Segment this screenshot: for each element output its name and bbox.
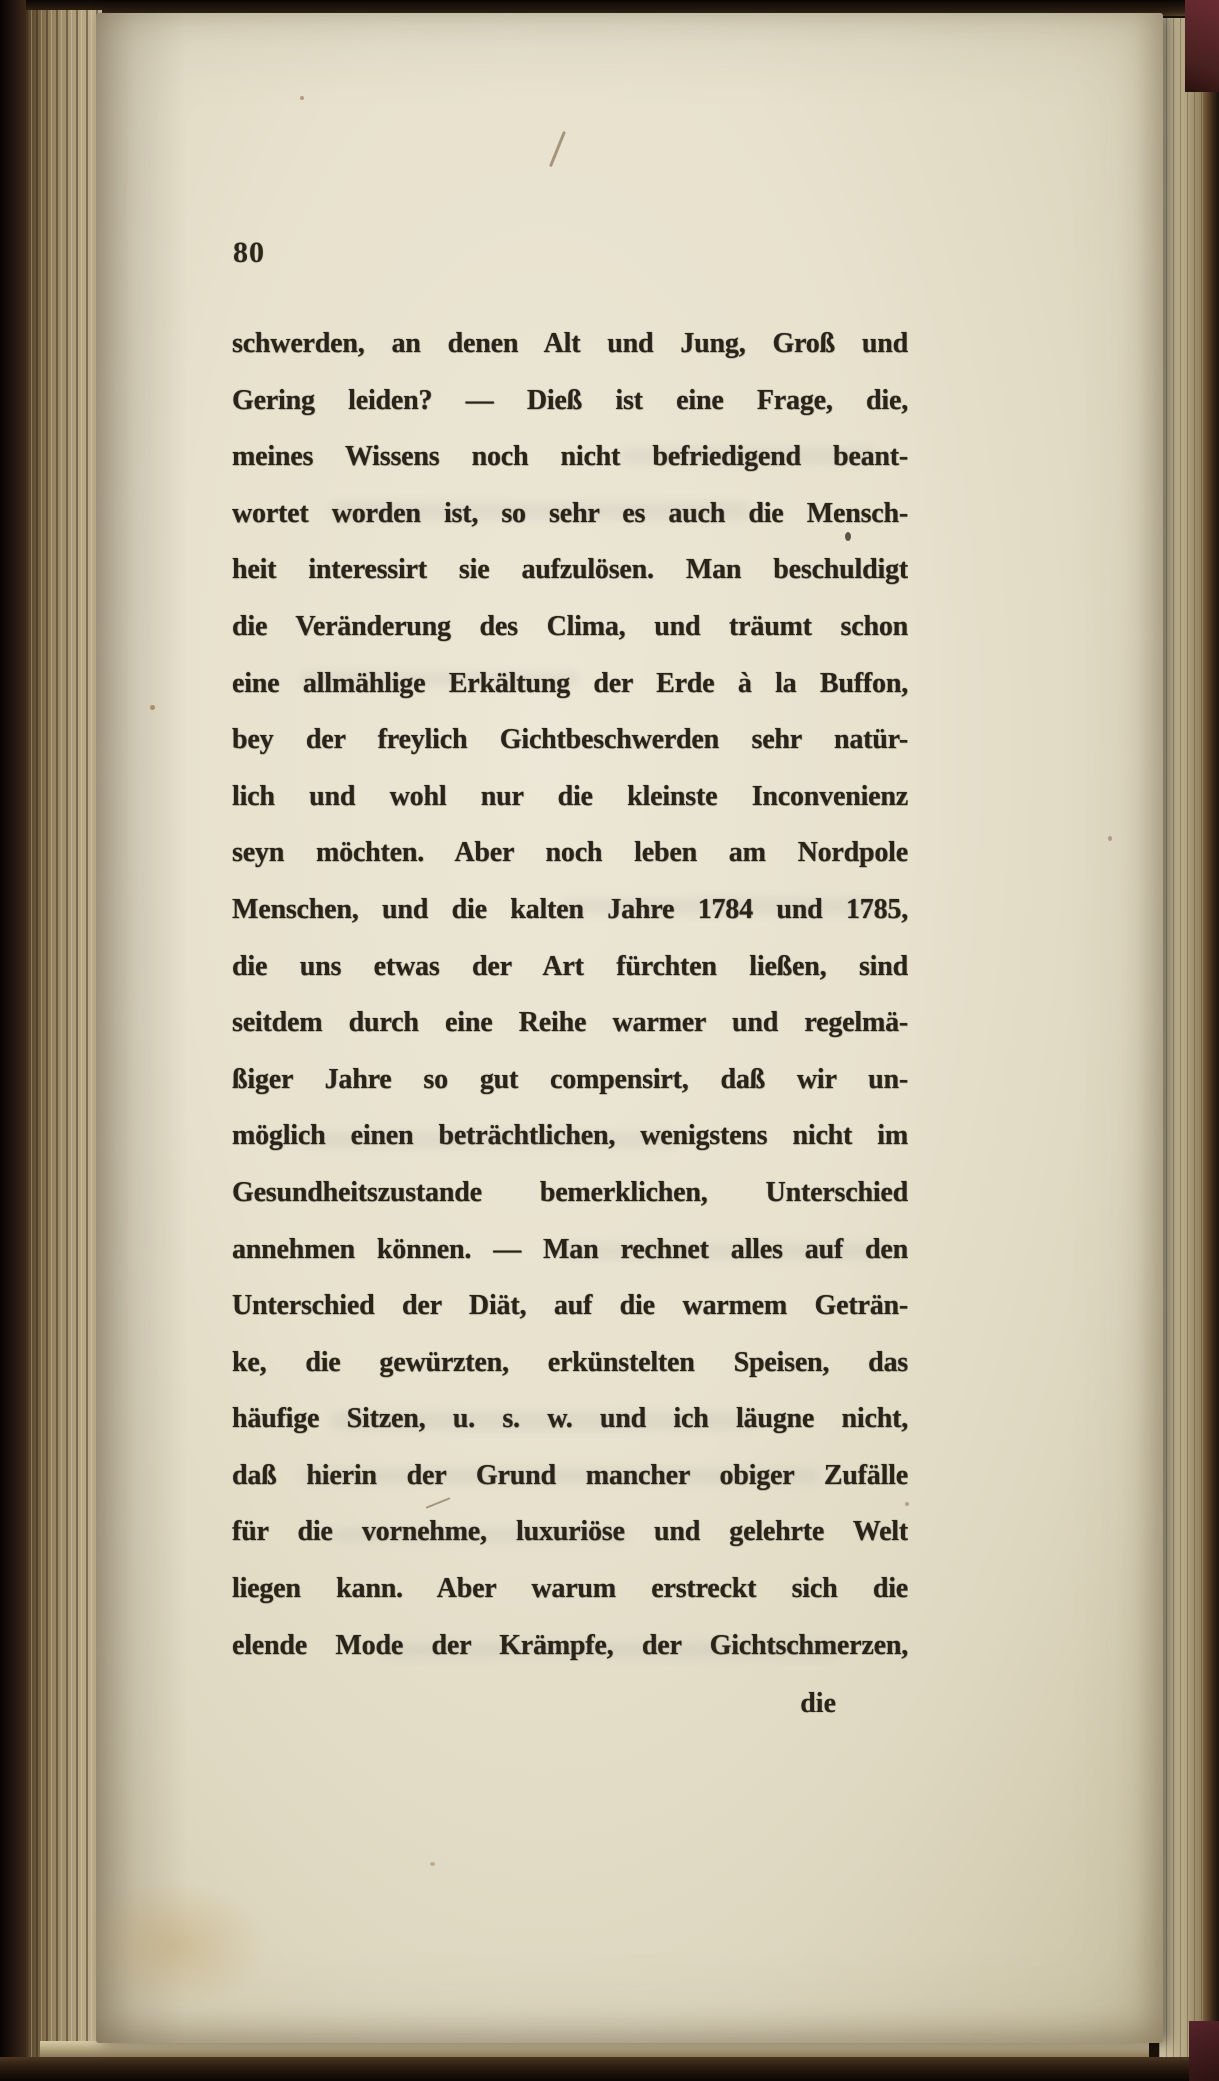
text-line: annehmen können. — Man rechnet alles auf den — [232, 1233, 908, 1265]
text-line: Unterschied der Diät, auf die warmem Geträn- — [232, 1290, 908, 1322]
paper-speck — [150, 705, 155, 710]
paper-speck — [430, 1862, 435, 1866]
page-stack-right-edge — [1159, 18, 1203, 2059]
page-number: 80 — [233, 236, 265, 269]
page-stack-left-edge — [26, 10, 102, 2067]
text-line: liegen kann. Aber warum erstreckt sich die — [232, 1573, 908, 1605]
text-line: bey der freylich Gichtbeschwerden sehr natür- — [232, 724, 908, 756]
text-line: die uns etwas der Art fürchten ließen, sind — [232, 950, 908, 982]
paper-speck — [1108, 836, 1112, 841]
book-cover-top-right-corner — [1185, 0, 1219, 92]
text-line: für die vornehme, luxuriöse und gelehrte Welt — [232, 1516, 908, 1548]
text-line: ßiger Jahre so gut compensirt, daß wir un- — [232, 1063, 908, 1095]
text-line: seyn möchten. Aber noch leben am Nordpole — [232, 837, 908, 869]
book-spine — [0, 0, 26, 2081]
text-line: Gering leiden? — Dieß ist eine Frage, die, — [232, 384, 908, 416]
text-line: meines Wissens noch nicht befriedigend beant- — [232, 441, 908, 473]
text-line: daß hierin der Grund mancher obiger Zufälle — [232, 1459, 908, 1491]
paper-speck — [300, 96, 304, 100]
text-line: eine allmählige Erkältung der Erde à la Buffon, — [232, 667, 908, 699]
text-line: die Veränderung des Clima, und träumt schon — [232, 610, 908, 642]
text-line: Menschen, und die kalten Jahre 1784 und 1785, — [232, 893, 908, 925]
catchword: die — [800, 1688, 836, 1719]
text-line: möglich einen beträchtlichen, wenigstens nicht im — [232, 1120, 908, 1152]
book-cover-right-edge — [1203, 0, 1219, 2081]
paper-stain — [80, 1880, 270, 2010]
page-stack-bottom-edge — [40, 2041, 1149, 2057]
body-text — [232, 316, 908, 1674]
gutter-shadow — [96, 13, 186, 2043]
text-line: ke, die gewürzten, erkünstelten Speisen, das — [232, 1346, 908, 1378]
text-line: wortet worden ist, so sehr es auch die Mensch- — [232, 497, 908, 529]
text-line: häufige Sitzen, u. s. w. und ich läugne nicht, — [232, 1403, 908, 1435]
text-line: heit interessirt sie aufzulösen. Man beschuldigt — [232, 554, 908, 586]
text-line: lich und wohl nur die kleinste Inconvenienz — [232, 780, 908, 812]
text-line: elende Mode der Krämpfe, der Gichtschmerzen, — [232, 1629, 908, 1661]
text-line: Gesundheitszustande bemerklichen, Unterschied — [232, 1176, 908, 1208]
book-cover-bottom-edge — [0, 2057, 1219, 2081]
book-cover-bottom-right-corner — [1189, 2021, 1219, 2081]
text-line: seitdem durch eine Reihe warmer und regelmä- — [232, 1007, 908, 1039]
text-line: schwerden, an denen Alt und Jung, Groß und — [232, 328, 908, 359]
